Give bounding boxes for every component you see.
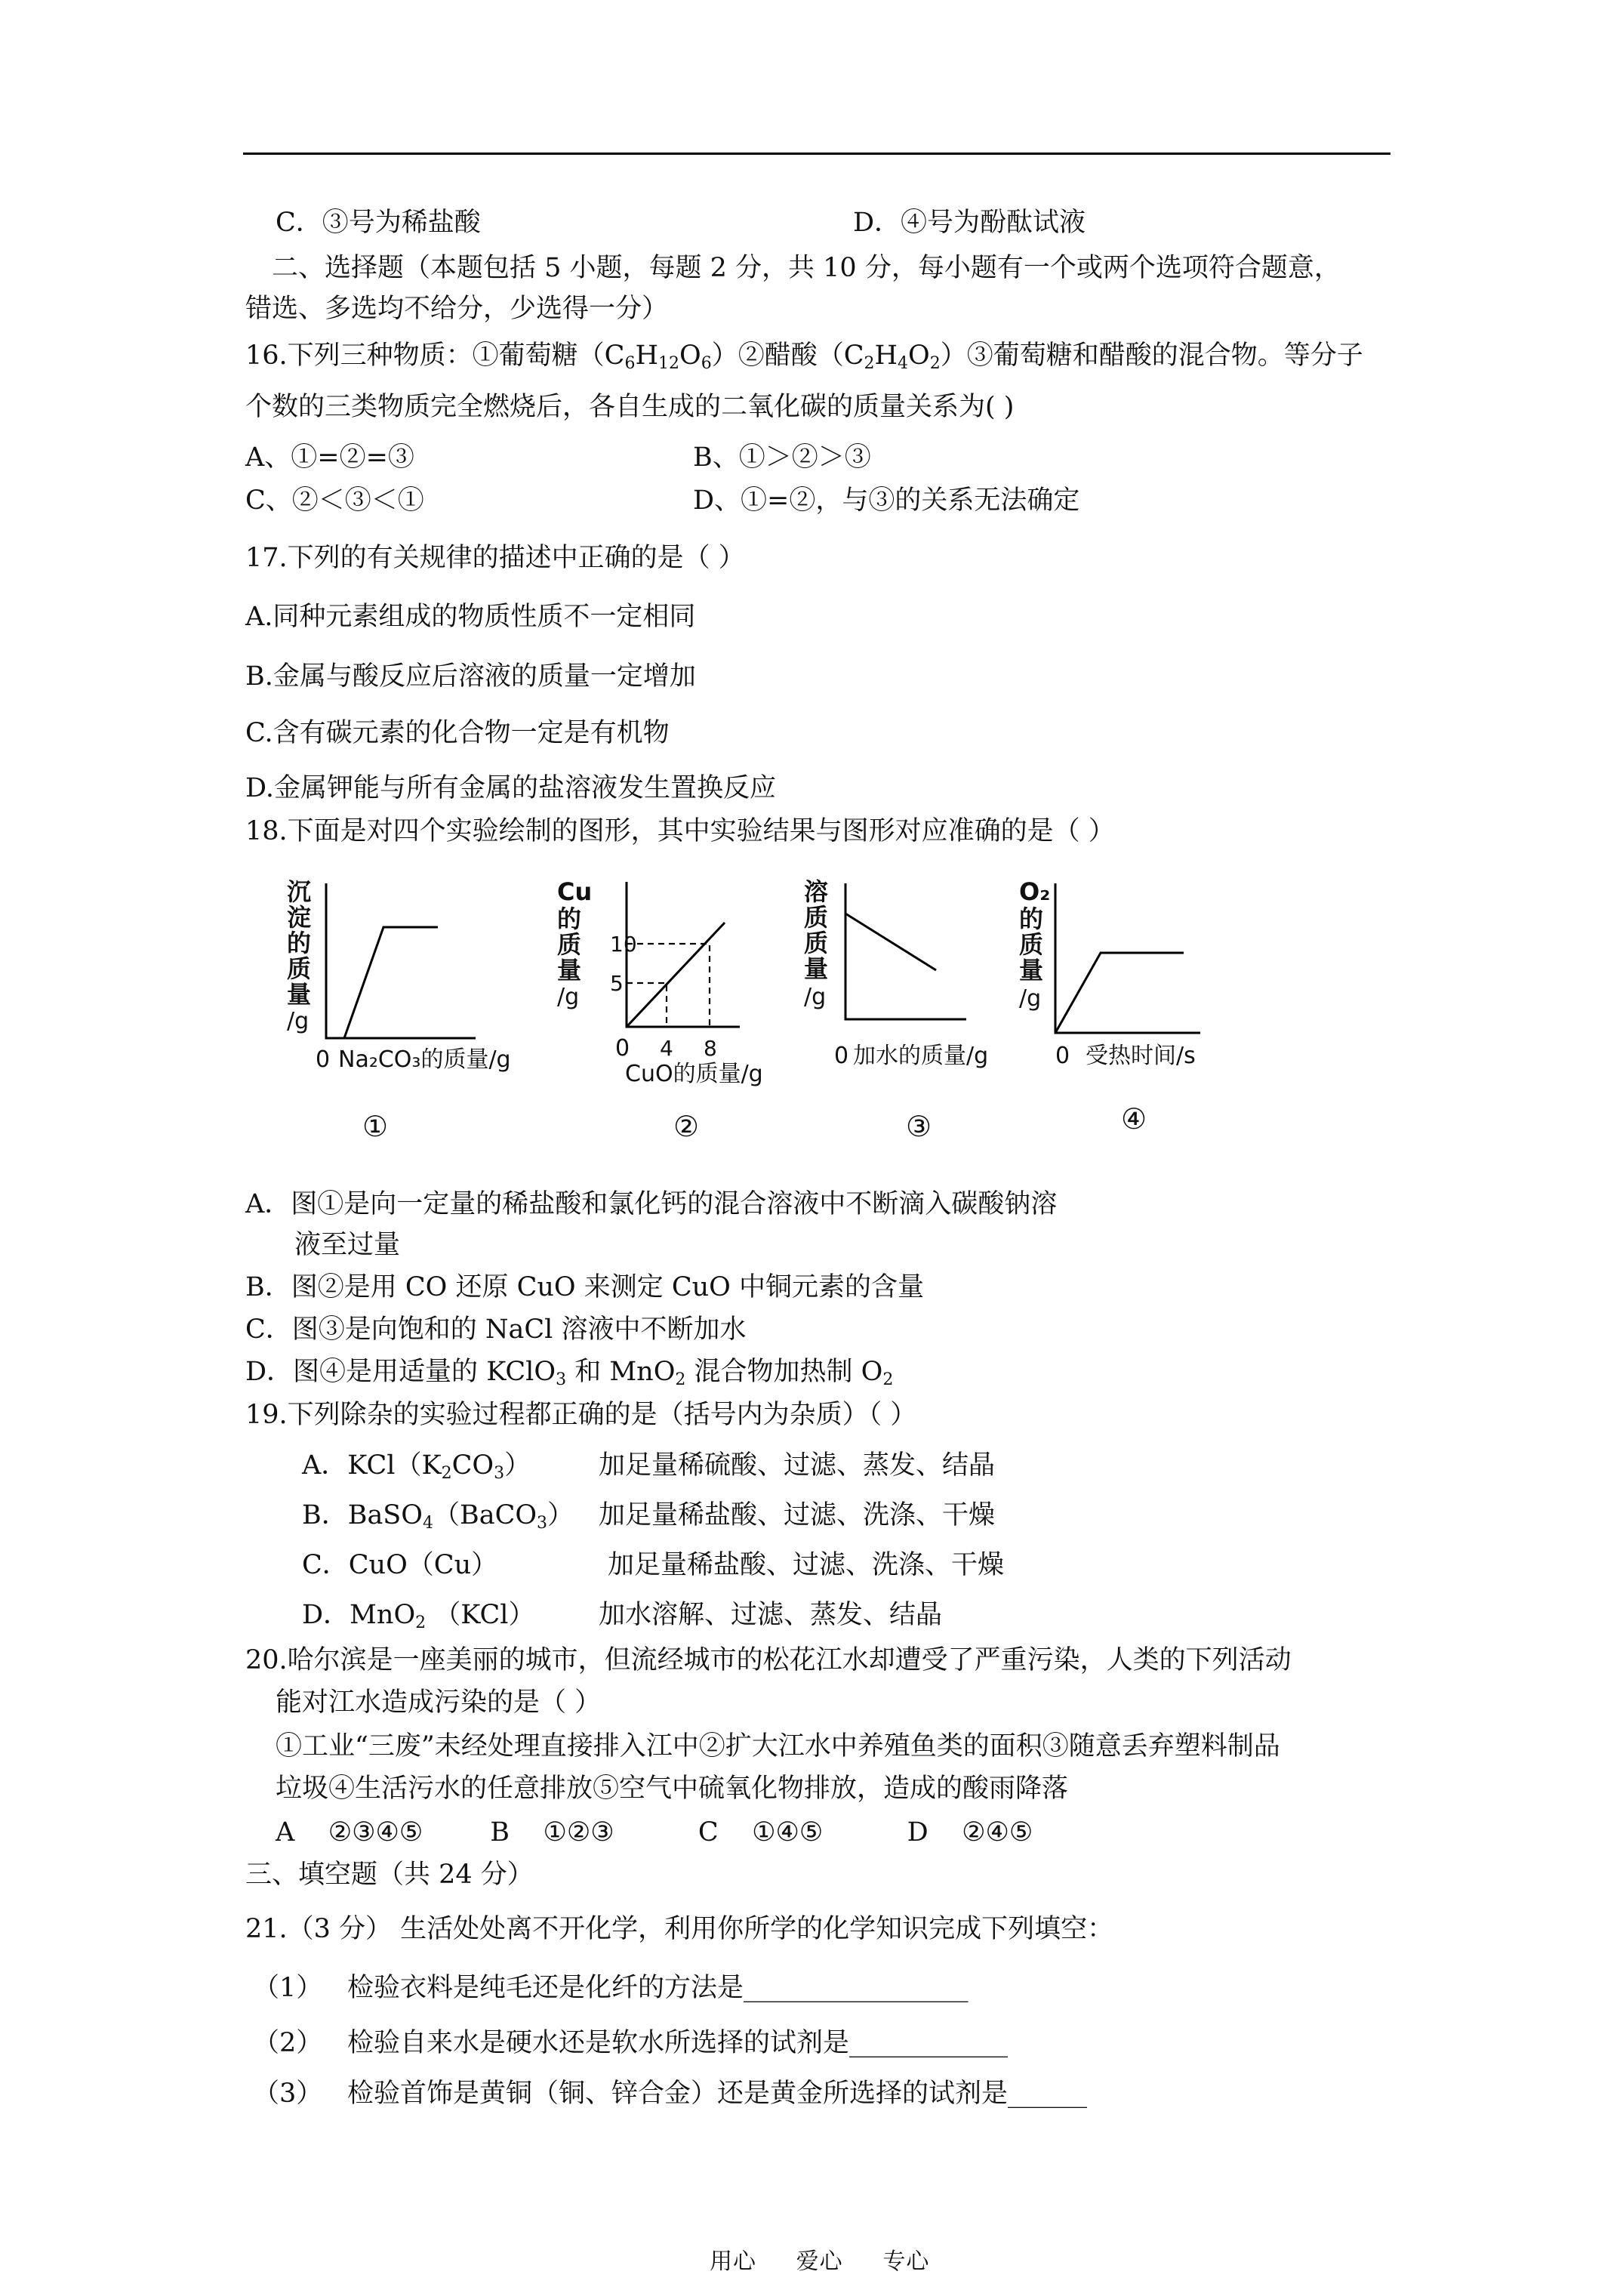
- q19-stem: 19.下列除杂的实验过程都正确的是（括号内为杂质）（ ）: [245, 1400, 917, 1430]
- graph2-ytick-5: 5: [610, 971, 624, 996]
- graph2-xlabel: CuO的质量/g: [625, 1061, 763, 1087]
- graph2-caption: ②: [673, 1110, 700, 1143]
- graph1-caption: ①: [362, 1110, 389, 1143]
- q17-stem: 17.下列的有关规律的描述中正确的是（ ）: [245, 543, 745, 573]
- graph2-ylabel-4: 量: [557, 956, 582, 985]
- q19-option-d-method: 加水溶解、过滤、蒸发、结晶: [599, 1600, 943, 1630]
- q19-option-d: D．MnO$_2$ （KCl）: [302, 1600, 535, 1632]
- q16-stem-cont: 个数的三类物质完全燃烧后，各自生成的二氧化碳的质量关系为( ): [245, 392, 1015, 422]
- q18-option-a: A．图①是向一定量的稀盐酸和氯化钙的混合溶液中不断滴入碳酸钠溶: [245, 1189, 1058, 1219]
- graph1-ylabel-5: 量: [287, 980, 312, 1009]
- graph3-ylabel-2: 质: [804, 903, 829, 932]
- q18-option-c: C．图③是向饱和的 NaCl 溶液中不断加水: [245, 1314, 747, 1345]
- graph4-curve: [1055, 953, 1184, 1033]
- graph3-xlabel: 加水的质量/g: [853, 1043, 989, 1069]
- q21-part2-num: （2）: [253, 2028, 323, 2058]
- graph1-ylabel-2: 淀: [287, 903, 312, 932]
- q19-option-b: B．BaSO$_4$（BaCO$_3$）: [302, 1500, 574, 1533]
- q20-stem-cont: 能对江水造成污染的是（ ）: [276, 1687, 602, 1718]
- q21-stem: 21.（3 分） 生活处处离不开化学，利用你所学的化学知识完成下列填空：: [245, 1914, 1114, 1944]
- graph4-ylabel-1: O₂: [1019, 877, 1051, 906]
- graph4-axes: [1055, 883, 1200, 1033]
- graph2-ylabel-1: Cu: [557, 877, 593, 906]
- graph3-yunit: /g: [804, 984, 827, 1010]
- q21-part3: 检验首饰是黄铜（铜、锌合金）还是黄金所选择的试剂是______: [347, 2079, 1088, 2109]
- graph-1: [287, 877, 511, 1143]
- q21-part2: 检验自来水是硬水还是软水所选择的试剂是____________: [347, 2028, 1009, 2058]
- graph1-curve: [344, 927, 438, 1038]
- graph1-ylabel-3: 的: [287, 929, 312, 957]
- q20-options: A ②③④⑤ B ①②③ C ①④⑤ D ②④⑤: [276, 1817, 1033, 1848]
- section2-heading: 二、选择题（本题包括 5 小题，每题 2 分，共 10 分，每小题有一个或两个选项符合题意，: [272, 253, 1341, 283]
- graph2-origin: 0: [615, 1035, 630, 1062]
- graph3-curve: [845, 914, 936, 970]
- graph4-caption: ④: [1121, 1102, 1147, 1136]
- graph3-ylabel-1: 溶: [804, 877, 829, 906]
- q16-option-c: C、②＜③＜①: [245, 485, 424, 516]
- q19-option-a: A．$KCl(K_2CO_3)$: [302, 1450, 531, 1483]
- q18-option-a-cont: 液至过量: [294, 1230, 401, 1260]
- q16-option-a: A、①=②=③: [245, 442, 414, 473]
- graph3-caption: ③: [906, 1110, 932, 1143]
- graph4-origin: 0: [1055, 1043, 1070, 1069]
- graph2-ytick-10: 10: [610, 932, 637, 957]
- graph1-ylabel-1: 沉: [287, 877, 312, 906]
- q17-option-d: D.金属钾能与所有金属的盐溶液发生置换反应: [245, 773, 776, 803]
- graph1-yunit: /g: [287, 1008, 310, 1034]
- graph1-xlabel: Na₂CO₃的质量/g: [338, 1046, 511, 1073]
- q16-option-d: D、①=②，与③的关系无法确定: [693, 485, 1080, 516]
- q19-option-a-method: 加足量稀硫酸、过滤、蒸发、结晶: [599, 1450, 996, 1481]
- graph4-ylabel-4: 量: [1019, 956, 1044, 985]
- q16-stem: 16.下列三种物质：①葡萄糖$(C_6H_{12}O_6)②$醋酸$(C_2H_4O_2)③$葡萄糖和醋酸的混合物。等分子: [245, 341, 1363, 373]
- q19-option-c-method: 加足量稀盐酸、过滤、洗涤、干燥: [608, 1550, 1005, 1580]
- q18-graphs: [272, 868, 1253, 1155]
- graph2-yunit: /g: [557, 984, 580, 1010]
- graph4-ylabel-3: 质: [1019, 930, 1044, 959]
- q20-items: ①工业“三废”未经处理直接排入江中②扩大江水中养殖鱼类的面积③随意丢弃塑料制品: [276, 1731, 1280, 1761]
- graph2-axes: [627, 882, 740, 1027]
- q17-option-a: A.同种元素组成的物质性质不一定相同: [245, 602, 696, 632]
- section3-heading: 三、填空题（共 24 分）: [245, 1860, 534, 1890]
- graph4-ylabel-2: 的: [1019, 905, 1044, 933]
- graph2-xtick-8: 8: [704, 1036, 717, 1061]
- page-footer: 用心 爱心 专心: [710, 2248, 930, 2275]
- graph-3: [804, 877, 988, 1143]
- q20-items-cont: 垃圾④生活污水的任意排放⑤空气中硫氧化物排放，造成的酸雨降落: [276, 1774, 1069, 1804]
- graph1-ylabel-4: 质: [287, 954, 312, 983]
- q18-option-d: D．图④是用适量的 KClO$_3$ 和 MnO$_2$ 混合物加热制 $O_2$: [245, 1357, 894, 1389]
- graph3-origin: 0: [834, 1043, 849, 1069]
- q19-option-c: C．CuO（Cu）: [302, 1550, 498, 1580]
- graph4-xlabel: 受热时间/s: [1086, 1043, 1196, 1069]
- q20-stem: 20.哈尔滨是一座美丽的城市，但流经城市的松花江水却遭受了严重污染，人类的下列活动: [245, 1645, 1292, 1675]
- q21-part1: 检验衣料是纯毛还是化纤的方法是_________________: [347, 1973, 969, 2003]
- graph3-ylabel-4: 量: [804, 954, 829, 983]
- graph2-xtick-4: 4: [660, 1036, 673, 1061]
- graph2-ylabel-2: 的: [557, 905, 582, 933]
- graph2-ylabel-3: 质: [557, 930, 582, 959]
- graph1-origin: 0: [316, 1046, 331, 1073]
- q18-option-b: B．图②是用 CO 还原 CuO 来测定 CuO 中铜元素的含量: [245, 1272, 924, 1302]
- prev-option-c: C．③号为稀盐酸: [276, 208, 481, 238]
- graph1-axes: [326, 883, 476, 1038]
- q19-option-b-method: 加足量稀盐酸、过滤、洗涤、干燥: [599, 1500, 996, 1530]
- q18-stem: 18.下面是对四个实验绘制的图形，其中实验结果与图形对应准确的是（ ）: [245, 816, 1115, 846]
- graph-2: [557, 877, 763, 1143]
- prev-option-d: D．④号为酚酞试液: [853, 208, 1086, 238]
- q16-option-b: B、①＞②＞③: [693, 442, 871, 473]
- q21-part1-num: （1）: [253, 1973, 323, 2003]
- graph3-ylabel-3: 质: [804, 929, 829, 957]
- graph4-yunit: /g: [1019, 985, 1042, 1012]
- q17-option-b: B.金属与酸反应后溶液的质量一定增加: [245, 661, 696, 692]
- section2-heading-cont: 错选、多选均不给分，少选得一分）: [245, 294, 669, 324]
- header-rule: [243, 153, 1390, 155]
- graph-4: [1019, 877, 1200, 1136]
- q17-option-c: C.含有碳元素的化合物一定是有机物: [245, 718, 670, 748]
- q21-part3-num: （3）: [253, 2079, 323, 2109]
